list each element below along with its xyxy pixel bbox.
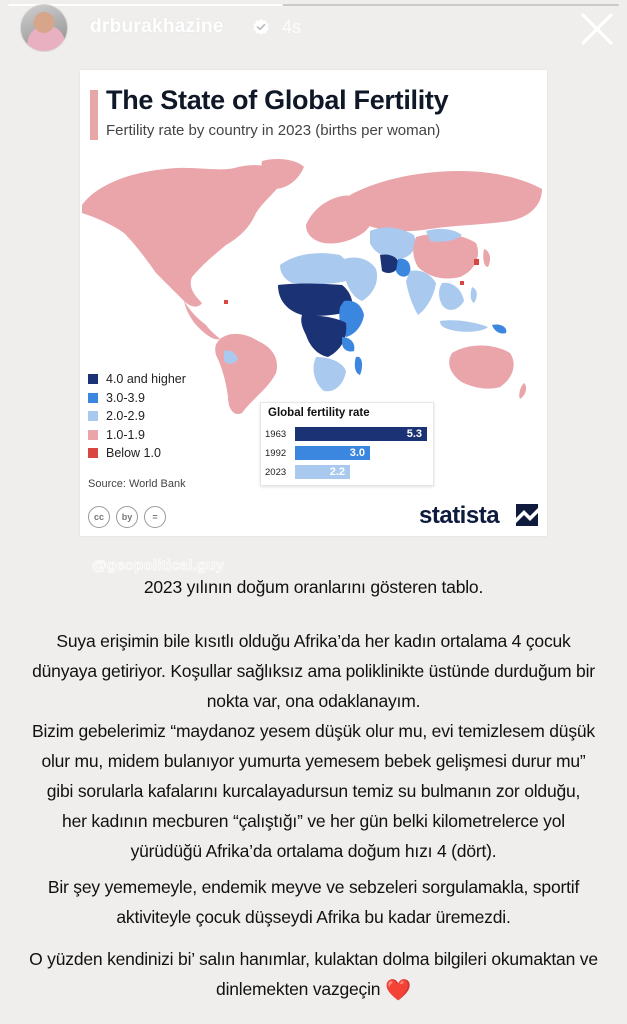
legend-item (88, 407, 186, 426)
attribution-icon: by (116, 506, 138, 528)
map-southern-africa (313, 357, 346, 391)
gfr-row (265, 465, 350, 479)
statista-logo-icon (516, 504, 538, 526)
gfr-value-label: 5.3 (406, 428, 422, 440)
map-central-america (184, 301, 220, 339)
close-icon[interactable] (578, 10, 616, 48)
map-pakistan (396, 259, 410, 277)
gfr-year-label: 1992 (265, 447, 287, 459)
map-legend (88, 370, 186, 463)
map-puerto-rico (224, 300, 228, 304)
gfr-row (265, 427, 427, 441)
caption-line: yürüdüğü Afrika’da ortalama doğum hızı 4 (dört). (130, 841, 497, 861)
fertility-infographic (80, 70, 547, 536)
legend-swatch (88, 448, 98, 458)
caption-line: aktiviteyle çocuk düşseydi Afrika bu kadar üremezdi. (116, 907, 511, 927)
legend-label: 3.0-3.9 (106, 390, 145, 405)
legend-swatch (88, 393, 98, 403)
map-north-africa (280, 253, 349, 284)
legend-item (88, 426, 186, 445)
legend-label: Below 1.0 (106, 446, 161, 461)
caption-line: dünyaya getiriyor. Koşullar sağlıksız ama poliklinikte üstünde durduğum bir (32, 661, 595, 681)
gfr-bar-2023 (295, 465, 350, 479)
map-australia (449, 346, 513, 389)
map-png (492, 324, 506, 333)
caption-line: O yüzden kendinizi bi’ salın hanımlar, kulaktan dolma bilgileri okumaktan ve (29, 949, 598, 969)
map-indonesia (440, 320, 488, 332)
caption-line: gibi sorularla kafalarını kurcalayadursun temiz su bulmanın zor olduğu, (46, 781, 581, 801)
caption-line: Suya erişimin bile kısıtlı olduğu Afrika’da her kadın ortalama 4 çocuk (56, 631, 571, 651)
source-note: Source: World Bank (88, 478, 186, 490)
title-accent-bar (90, 90, 98, 140)
map-south-korea (474, 259, 479, 265)
caption-line: olur mu, midem bulanıyor yumurta yemesem bebek gelişmesi durur mu” (41, 751, 586, 771)
license-icons (88, 506, 166, 528)
map-southeast-asia (439, 283, 464, 310)
gfr-value-label: 2.2 (329, 466, 345, 478)
caption-line: Bir şey yememeyle, endemik meyve ve sebzeleri sorgulamakla, sportif (47, 877, 580, 897)
caption-line: her kadının mecburen “çalıştığı” ve her gün belki kilometrelerce yol (62, 811, 565, 831)
legend-swatch (88, 430, 98, 440)
map-japan (483, 249, 490, 267)
legend-label: 4.0 and higher (106, 372, 186, 387)
creative-commons-icon: cc (88, 506, 110, 528)
map-central-africa (301, 315, 346, 357)
map-madagascar (355, 357, 362, 375)
username[interactable]: drburakhazine (90, 16, 224, 37)
legend-swatch (88, 411, 98, 421)
gfr-bar-1992 (295, 446, 370, 460)
legend-swatch (88, 374, 98, 384)
caption-line: 2023 yılının doğum oranlarını gösteren tablo. (143, 577, 484, 597)
map-hong-kong (460, 281, 464, 285)
map-india (406, 271, 436, 316)
map-central-asia (370, 228, 415, 259)
legend-item (88, 389, 186, 408)
caption-line: Bizim gebelerimiz “maydanoz yesem düşük olur mu, evi temizlesem düşük (32, 721, 595, 741)
story-timestamp: 4s (282, 17, 302, 37)
infographic-subtitle: Fertility rate by country in 2023 (births per woman) (106, 122, 441, 139)
caption-line-last (20, 976, 607, 1004)
gfr-chart-title: Global fertility rate (268, 407, 370, 419)
map-russia (350, 171, 542, 231)
infographic-title: The State of Global Fertility (106, 85, 449, 115)
repost-watermark: @geopolitical.guy (92, 557, 225, 574)
gfr-value-label: 3.0 (349, 447, 365, 459)
global-fertility-rate-chart (260, 402, 434, 486)
avatar[interactable] (20, 4, 68, 52)
statista-logo: statista (419, 502, 500, 529)
gfr-year-label: 1963 (265, 428, 287, 440)
story-header (20, 2, 620, 52)
caption-text: dinlemekten vazgeçin (216, 979, 381, 999)
caption-line: nokta var, ona odaklanayım. (206, 691, 421, 711)
map-new-zealand (519, 383, 526, 399)
no-derivatives-icon: = (144, 506, 166, 528)
gfr-year-label: 2023 (265, 466, 287, 478)
map-kenya-region (342, 337, 354, 352)
legend-item (88, 370, 186, 389)
gfr-bar-1963 (295, 427, 427, 441)
verified-badge-icon (252, 18, 270, 36)
legend-item (88, 444, 186, 463)
map-north-america (82, 165, 285, 306)
gfr-row (265, 446, 370, 460)
map-philippines (471, 287, 477, 303)
heart-emoji-icon: ❤️ (385, 979, 411, 1002)
legend-label: 1.0-1.9 (106, 427, 145, 442)
legend-label: 2.0-2.9 (106, 409, 145, 424)
